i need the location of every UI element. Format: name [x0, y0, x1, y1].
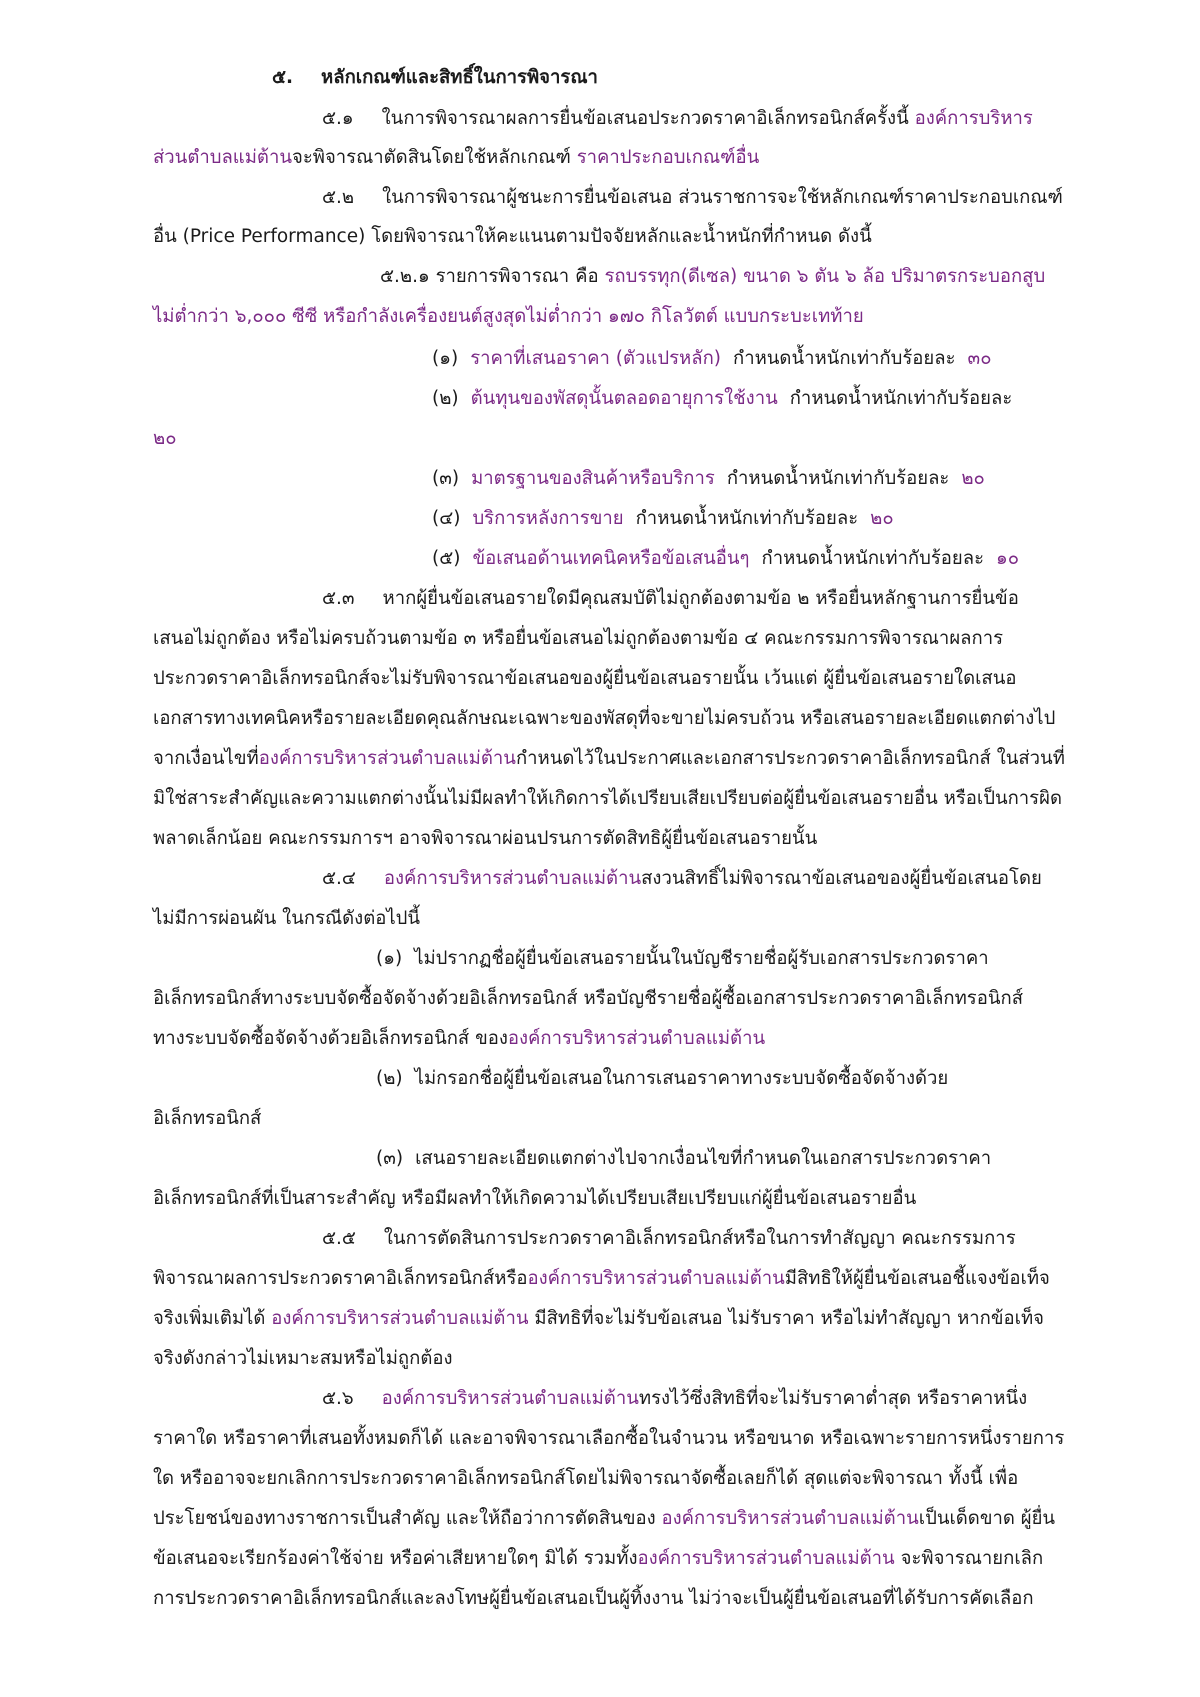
- s54-line2: [153, 907, 420, 931]
- criterion-row: [432, 347, 992, 371]
- text: ทรงไว้ซึ่งสิทธิที่จะไม่รับราคาต่ำสุด หรือราคาหนึ่ง: [638, 1388, 1028, 1409]
- s521-line1: [380, 265, 1045, 289]
- item-name: รถบรรทุก(ดีเซล) ขนาด ๖ ตัน ๖ ล้อ ปริมาตรกระบอกสูบ: [604, 266, 1046, 287]
- s56-line2: [153, 1427, 1064, 1451]
- text: มีสิทธิที่จะไม่รับข้อเสนอ ไม่รับราคา หรือไม่ทำสัญญา หากข้อเท็จ: [534, 1308, 1044, 1329]
- text: ไม่ปรากฏชื่อผู้ยื่นข้อเสนอรายนั้นในบัญชีรายชื่อผู้รับเอกสารประกวดราคา: [414, 948, 989, 969]
- criterion-weight: ๑๐: [996, 548, 1020, 569]
- s52-line2: [153, 225, 872, 249]
- s53-line6: [153, 787, 1062, 811]
- text: รายการพิจารณา คือ: [435, 266, 599, 287]
- org-name: องค์การบริหารส่วนตำบลแม่ต้าน: [258, 748, 516, 769]
- s56-line4: [153, 1507, 1055, 1531]
- s56-line6: [153, 1587, 1034, 1611]
- criterion-name: ราคาที่เสนอราคา (ตัวแปรหลัก): [470, 348, 721, 369]
- criterion-weight-label: กำหนดน้ำหนักเท่ากับร้อยละ: [726, 468, 950, 489]
- criteria-name: ราคาประกอบเกณฑ์อื่น: [576, 147, 760, 168]
- clause-number: ๕.๑: [322, 108, 354, 129]
- s51-line2: [153, 146, 759, 170]
- item-number: (๑): [376, 948, 403, 969]
- item-number: (๒): [376, 1068, 403, 1089]
- text: ประกวดราคาอิเล็กทรอนิกส์จะไม่รับพิจารณาข้อเสนอของผู้ยื่นข้อเสนอรายนั้น เว้นแต่ ผู้ยื่นข้อเสนอรายใดเสนอ: [153, 668, 1017, 689]
- s51-line1: [322, 107, 1033, 131]
- criterion-weight-label: กำหนดน้ำหนักเท่ากับร้อยละ: [789, 388, 1013, 409]
- s53-line1: [322, 587, 1019, 611]
- text: ในการพิจารณาผลการยื่นข้อเสนอประกวดราคาอิเล็กทรอนิกส์ครั้งนี้: [381, 108, 909, 129]
- s54-item1-line1: [376, 947, 989, 971]
- s56-line5: [153, 1547, 1043, 1571]
- text: อิเล็กทรอนิกส์: [153, 1108, 262, 1129]
- text: ในการพิจารณาผู้ชนะการยื่นข้อเสนอ ส่วนราชการจะใช้หลักเกณฑ์ราคาประกอบเกณฑ์: [382, 187, 1063, 208]
- item-number: (๓): [376, 1148, 404, 1169]
- criterion-weight-label: กำหนดน้ำหนักเท่ากับร้อยละ: [761, 548, 985, 569]
- clause-number: ๕.๔: [322, 868, 356, 889]
- criterion-weight: ๓๐: [967, 348, 992, 369]
- criterion-row: [432, 507, 894, 531]
- criterion-row: [432, 467, 985, 491]
- text: ใด หรืออาจจะยกเลิกการประกวดราคาอิเล็กทรอนิกส์โดยไม่พิจารณาจัดซื้อเลยก็ได้ สุดแต่จะพิจารณา ทั้งนี้ เพื่อ: [153, 1468, 1019, 1489]
- text: อิเล็กทรอนิกส์ทางระบบจัดซื้อจัดจ้างด้วยอิเล็กทรอนิกส์ หรือบัญชีรายชื่อผู้ซื้อเอกสารประกวดราคาอิเล็กทรอนิกส์: [153, 988, 1023, 1009]
- text: จริงดังกล่าวไม่เหมาะสมหรือไม่ถูกต้อง: [153, 1348, 453, 1369]
- criterion-weight-label: กำหนดน้ำหนักเท่ากับร้อยละ: [733, 348, 956, 369]
- text: สงวนสิทธิ์ไม่พิจารณาข้อเสนอของผู้ยื่นข้อเสนอโดย: [641, 868, 1042, 889]
- text: อิเล็กทรอนิกส์ที่เป็นสาระสำคัญ หรือมีผลทำให้เกิดความได้เปรียบเสียเปรียบแก่ผู้ยื่นข้อเสนอรายอื่น: [153, 1188, 917, 1209]
- text: พิจารณาผลการประกวดราคาอิเล็กทรอนิกส์หรือ: [153, 1268, 528, 1289]
- org-name: องค์การบริหารส่วนตำบลแม่ต้าน: [527, 1268, 785, 1289]
- s56-line3: [153, 1467, 1018, 1491]
- text: หากผู้ยื่นข้อเสนอรายใดมีคุณสมบัติไม่ถูกต้องตามข้อ ๒ หรือยื่นหลักฐานการยื่นข้อ: [382, 588, 1019, 609]
- text: ไม่กรอกชื่อผู้ยื่นข้อเสนอในการเสนอราคาทางระบบจัดซื้อจัดจ้างด้วย: [414, 1068, 949, 1089]
- org-name: องค์การบริหารส่วนตำบลแม่ต้าน: [661, 1508, 919, 1529]
- criterion-weight-wrap: [153, 427, 177, 451]
- text: เป็นเด็ดขาด ผู้ยื่น: [918, 1508, 1056, 1529]
- s55-line2: [153, 1267, 1050, 1291]
- org-name: องค์การบริหารส่วนตำบลแม่ต้าน: [637, 1548, 895, 1569]
- clause-number: ๕.๒.๑: [380, 266, 430, 287]
- criterion-number: (๒): [432, 388, 459, 409]
- criterion-weight: ๒๐: [870, 508, 894, 529]
- s521-line2: [153, 305, 864, 329]
- text: การประกวดราคาอิเล็กทรอนิกส์และลงโทษผู้ยื่นข้อเสนอเป็นผู้ทิ้งงาน ไม่ว่าจะเป็นผู้ยื่นข้อเสนอที่ได้รับการคัดเลือก: [153, 1588, 1034, 1609]
- s54-line1: [322, 867, 1042, 891]
- s52-line1: [322, 186, 1063, 210]
- criterion-weight: ๒๐: [961, 468, 985, 489]
- text: ไม่มีการผ่อนผัน ในกรณีดังต่อไปนี้: [153, 908, 421, 929]
- org-name: ส่วนตำบลแม่ต้าน: [153, 147, 292, 168]
- text: ราคาใด หรือราคาที่เสนอทั้งหมดก็ได้ และอาจพิจารณาเลือกซื้อในจำนวน หรือขนาด หรือเฉพาะรายการหนึ่งรายการ: [153, 1428, 1065, 1449]
- s54-item1-line2: [153, 987, 1023, 1011]
- text: เสนอไม่ถูกต้อง หรือไม่ครบถ้วนตามข้อ ๓ หรือยื่นข้อเสนอไม่ถูกต้องตามข้อ ๔ คณะกรรมการพิจารณาผลการ: [153, 628, 1004, 649]
- heading-number: ๕.: [272, 67, 294, 88]
- text: กำหนดไว้ในประกาศและเอกสารประกวดราคาอิเล็กทรอนิกส์ ในส่วนที่: [515, 748, 1065, 769]
- s53-line5: [153, 747, 1065, 771]
- text: ในการตัดสินการประกวดราคาอิเล็กทรอนิกส์หรือในการทำสัญญา คณะกรรมการ: [383, 1228, 1016, 1249]
- s54-item2-line1: [376, 1067, 948, 1091]
- clause-number: ๕.๖: [322, 1388, 354, 1409]
- text: อื่น (Price Performance) โดยพิจารณาให้คะแนนตามปัจจัยหลักและน้ำหนักที่กำหนด ดังนี้: [153, 226, 872, 247]
- criterion-number: (๑): [432, 348, 459, 369]
- org-name: องค์การบริหารส่วนตำบลแม่ต้าน: [381, 1388, 639, 1409]
- clause-number: ๕.๒: [322, 187, 355, 208]
- criterion-number: (๓): [432, 468, 460, 489]
- text: จากเงื่อนไขที่: [153, 748, 259, 769]
- text: จริงเพิ่มเติมได้: [153, 1308, 266, 1329]
- criterion-row: [432, 547, 1019, 571]
- heading-title: หลักเกณฑ์และสิทธิ์ในการพิจารณา: [321, 67, 598, 88]
- text: มีสิทธิให้ผู้ยื่นข้อเสนอชี้แจงข้อเท็จ: [784, 1268, 1050, 1289]
- text: เสนอรายละเอียดแตกต่างไปจากเงื่อนไขที่กำหนดในเอกสารประกวดราคา: [415, 1148, 992, 1169]
- text: พลาดเล็กน้อย คณะกรรมการฯ อาจพิจารณาผ่อนปรนการตัดสิทธิผู้ยื่นข้อเสนอรายนั้น: [153, 828, 818, 849]
- section-heading: [272, 66, 598, 90]
- s54-item2-line2: [153, 1107, 261, 1131]
- criterion-row: [432, 387, 1012, 411]
- criterion-number: (๔): [432, 508, 461, 529]
- s56-line1: [322, 1387, 1027, 1411]
- s54-item1-line3: [153, 1027, 765, 1051]
- clause-number: ๕.๕: [322, 1228, 356, 1249]
- s53-line3: [153, 667, 1016, 691]
- org-name: องค์การบริหารส่วนตำบลแม่ต้าน: [271, 1308, 529, 1329]
- criterion-name: ต้นทุนของพัสดุนั้นตลอดอายุการใช้งาน: [470, 388, 778, 409]
- text: จะพิจารณายกเลิก: [900, 1548, 1044, 1569]
- org-name: องค์การบริหาร: [914, 108, 1033, 129]
- clause-number: ๕.๓: [322, 588, 355, 609]
- s54-item3-line1: [376, 1147, 991, 1171]
- text: ข้อเสนอจะเรียกร้องค่าใช้จ่าย หรือค่าเสียหายใดๆ มิได้ รวมทั้ง: [153, 1548, 638, 1569]
- criterion-number: (๕): [432, 548, 461, 569]
- text: ประโยชน์ของทางราชการเป็นสำคัญ และให้ถือว่าการตัดสินของ: [153, 1508, 656, 1529]
- text: จะพิจารณาตัดสินโดยใช้หลักเกณฑ์: [291, 147, 571, 168]
- s55-line4: [153, 1347, 453, 1371]
- text: ทางระบบจัดซื้อจัดจ้างด้วยอิเล็กทรอนิกส์ ของ: [153, 1028, 508, 1049]
- s55-line1: [322, 1227, 1016, 1251]
- org-name: องค์การบริหารส่วนตำบลแม่ต้าน: [507, 1028, 766, 1049]
- s54-item3-line2: [153, 1187, 916, 1211]
- s53-line4: [153, 707, 1055, 731]
- item-name: ไม่ต่ำกว่า ๖,๐๐๐ ซีซี หรือกำลังเครื่องยนต์สูงสุดไม่ต่ำกว่า ๑๗๐ กิโลวัตต์ แบบกระบะเทท้าย: [153, 306, 864, 327]
- org-name: องค์การบริหารส่วนตำบลแม่ต้าน: [383, 868, 642, 889]
- text: มิใช่สาระสำคัญและความแตกต่างนั้นไม่มีผลทำให้เกิดการได้เปรียบเสียเปรียบต่อผู้ยื่นข้อเสนอรายอื่น หรือเป็นการผิด: [153, 788, 1062, 809]
- criterion-name: มาตรฐานของสินค้าหรือบริการ: [471, 468, 715, 489]
- criterion-name: บริการหลังการขาย: [472, 508, 624, 529]
- s53-line7: [153, 827, 817, 851]
- criterion-name: ข้อเสนอด้านเทคนิคหรือข้อเสนอื่นๆ: [472, 548, 750, 569]
- text: เอกสารทางเทคนิคหรือรายละเอียดคุณลักษณะเฉพาะของพัสดุที่จะขายไม่ครบถ้วน หรือเสนอรายละเอียดแตกต่างไป: [153, 708, 1056, 729]
- s53-line2: [153, 627, 1003, 651]
- s55-line3: [153, 1307, 1044, 1331]
- criterion-weight: ๒๐: [153, 428, 177, 449]
- criterion-weight-label: กำหนดน้ำหนักเท่ากับร้อยละ: [635, 508, 859, 529]
